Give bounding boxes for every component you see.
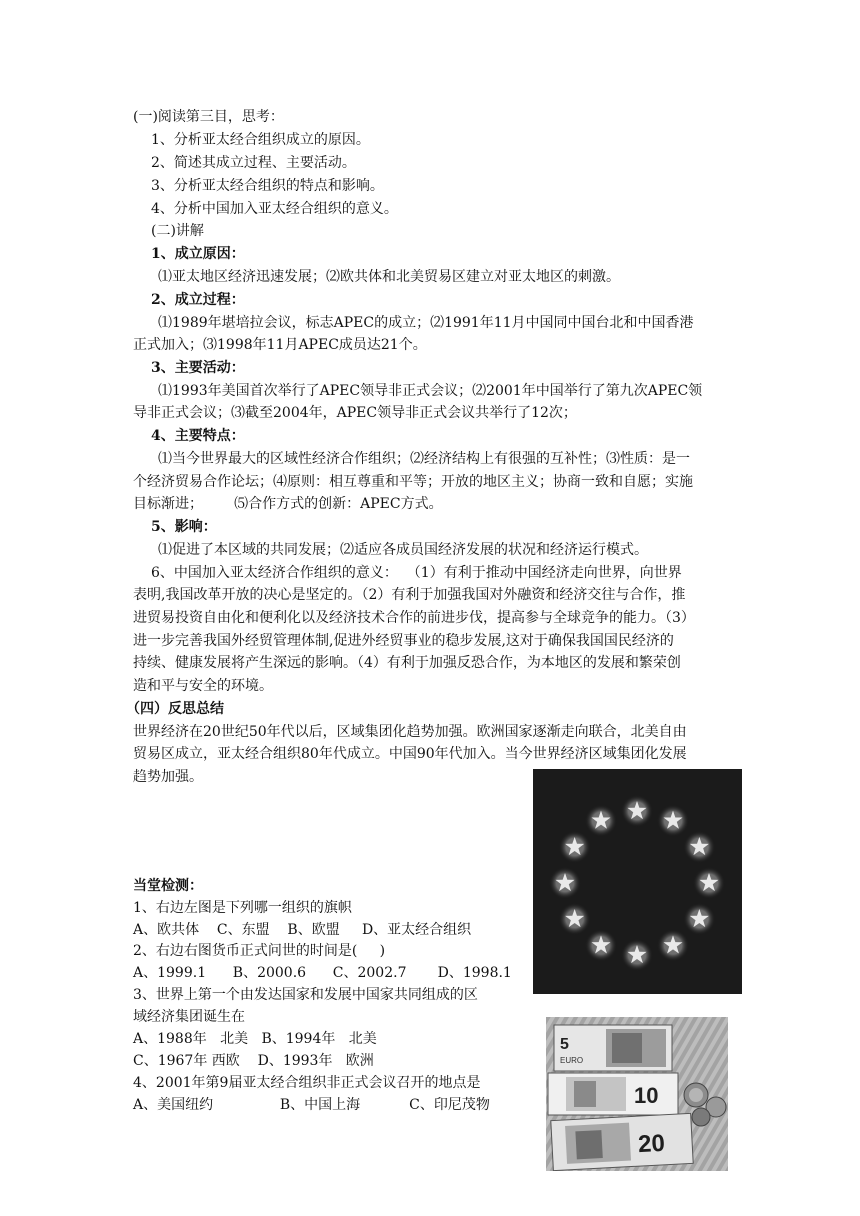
paragraph-features-line-1: ⑴当今世界最大的区域性经济合作组织；⑵经济结构上有很强的互补性；⑶性质：是一 xyxy=(158,451,690,467)
euro-banknotes-image xyxy=(546,1017,728,1171)
euro-banknotes-icon xyxy=(546,1017,728,1171)
paragraph-process-line-1: ⑴1989年堪培拉会议，标志APEC的成立；⑵1991年11月中国同中国台北和中国香港 xyxy=(158,315,694,331)
reading-question-2: 2、简述其成立过程、主要活动。 xyxy=(151,155,356,171)
reading-question-4: 4、分析中国加入亚太经合组织的意义。 xyxy=(151,201,398,217)
banknote-20 xyxy=(551,1113,693,1170)
section-heading-reflection: （四）反思总结 xyxy=(126,701,224,717)
banknote-20-value: 20 xyxy=(637,1129,666,1159)
banknote-5-euro-label: EURO xyxy=(560,1056,584,1065)
quiz-question-4: 4、2001年第9届亚太经合组织非正式会议召开的地点是 xyxy=(133,1075,481,1091)
quiz-heading: 当堂检测： xyxy=(133,878,203,894)
quiz-question-2: 2、右边右图货币正式问世的时间是( ) xyxy=(133,943,386,959)
paragraph-significance-line-4: 进一步完善我国外经贸管理体制,促进外经贸事业的稳步发展,这对于确保我国国民经济的 xyxy=(133,633,674,649)
paragraph-significance-line-3: 进贸易投资自由化和便利化以及经济技术合作的前进步伐，提高参与全球竞争的能力。（3） xyxy=(133,610,695,626)
paragraph-process-line-2: 正式加入；⑶1998年11月APEC成员达21个。 xyxy=(133,337,427,353)
section-heading-reading: (一)阅读第三目，思考： xyxy=(133,109,284,125)
paragraph-features-line-3: 目标渐进； ⑸合作方式的创新：APEC方式。 xyxy=(133,496,443,512)
quiz-question-3-options-1: A、1988年 北美 B、1994年 北美 xyxy=(133,1031,377,1047)
quiz-question-3-line-1: 3、世界上第一个由发达国家和发展中国家共同组成的区 xyxy=(133,987,478,1003)
subheading-process: 2、成立过程： xyxy=(151,292,245,308)
quiz-question-4-options: A、美国纽约 B、中国上海 C、印尼茂物 xyxy=(133,1097,490,1113)
paragraph-influence: ⑴促进了本区域的共同发展；⑵适应各成员国经济发展的状况和经济运行模式。 xyxy=(158,542,648,558)
banknote-5-value: 5 xyxy=(560,1036,569,1053)
subheading-causes: 1、成立原因： xyxy=(151,246,245,262)
quiz-question-3-line-2: 域经济集团诞生在 xyxy=(133,1009,245,1025)
reflection-line-1: 世界经济在20世纪50年代以后，区域集团化趋势加强。欧洲国家逐渐走向联合，北美自由 xyxy=(133,724,687,740)
reflection-line-2: 贸易区成立，亚太经合组织80年代成立。中国90年代加入。当今世界经济区域集团化发展 xyxy=(133,746,687,762)
eu-flag-image xyxy=(533,769,742,994)
paragraph-significance-line-5: 持续、健康发展将产生深远的影响。（4）有利于加强反恐合作，为本地区的发展和繁荣创 xyxy=(133,655,681,671)
quiz-question-3-options-2: C、1967年 西欧 D、1993年 欧洲 xyxy=(133,1053,374,1069)
paragraph-activities-line-1: ⑴1993年美国首次举行了APEC领导非正式会议；⑵2001年中国举行了第九次APEC领 xyxy=(158,383,703,399)
reading-question-3: 3、分析亚太经合组织的特点和影响。 xyxy=(151,178,384,194)
reflection-line-3: 趋势加强。 xyxy=(133,769,203,785)
quiz-question-1-options: A、欧共体 C、东盟 B、欧盟 D、亚太经合组织 xyxy=(133,922,472,938)
banknote-10 xyxy=(548,1073,678,1115)
banknote-10-value: 10 xyxy=(634,1083,659,1108)
banknote-5 xyxy=(554,1025,672,1071)
paragraph-activities-line-2: 导非正式会议；⑶截至2004年，APEC领导非正式会议共举行了12次； xyxy=(133,405,577,421)
subheading-activities: 3、主要活动： xyxy=(151,360,245,376)
paragraph-significance-line-6: 造和平与安全的环境。 xyxy=(133,678,273,694)
section-heading-lecture: (二)讲解 xyxy=(151,223,204,239)
paragraph-features-line-2: 个经济贸易合作论坛；⑷原则：相互尊重和平等；开放的地区主义；协商一致和自愿；实施 xyxy=(133,474,693,490)
paragraph-significance-line-2: 表明,我国改革开放的决心是坚定的。（2）有利于加强我国对外融资和经济交往与合作，推 xyxy=(133,587,686,603)
quiz-question-2-options: A、1999.1 B、2000.6 C、2002.7 D、1998.1 xyxy=(133,965,512,981)
paragraph-significance-line-1: 6、中国加入亚太经济合作组织的意义： （1）有利于推动中国经济走向世界，向世界 xyxy=(151,565,682,581)
eu-flag-stars-icon xyxy=(533,769,742,994)
subheading-influence: 5、影响： xyxy=(151,519,217,535)
quiz-question-1: 1、右边左图是下列哪一组织的旗帜 xyxy=(133,900,352,916)
subheading-features: 4、主要特点： xyxy=(151,428,245,444)
paragraph-causes: ⑴亚太地区经济迅速发展；⑵欧共体和北美贸易区建立对亚太地区的刺激。 xyxy=(158,269,620,285)
reading-question-1: 1、分析亚太经合组织成立的原因。 xyxy=(151,132,370,148)
